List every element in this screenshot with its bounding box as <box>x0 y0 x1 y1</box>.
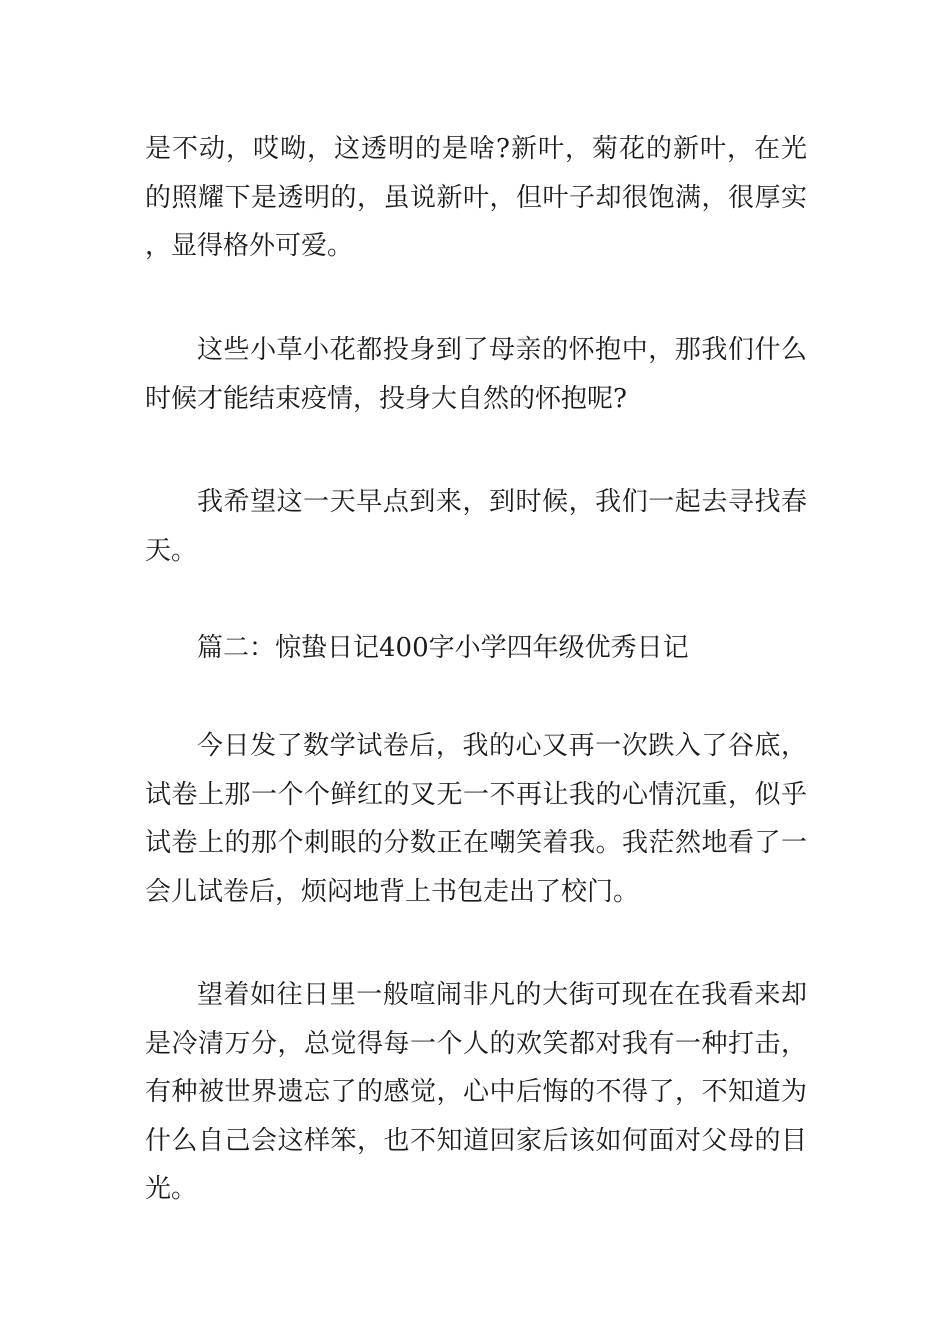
paragraph: 这些小草小花都投身到了母亲的怀抱中，那我们什么时候才能结束疫情，投身大自然的怀抱呢? <box>145 335 807 414</box>
paragraph: 我希望这一天早点到来，到时候，我们一起去寻找春天。 <box>145 487 807 566</box>
paragraph: 望着如往日里一般喧闹非凡的大街可现在在我看来却是冷清万分，总觉得每一个人的欢笑都对我有一种打击，有种被世界遗忘了的感觉，心中后悔的不得了，不知道为什么自己会这样笨，也不知道回家后该如何面对父母的目光。 <box>145 980 807 1204</box>
section-heading: 篇二：惊蛰日记400字小学四年级优秀日记 <box>197 633 689 663</box>
paragraph: 今日发了数学试卷后，我的心又再一次跌入了谷底，试卷上那一个个鲜红的叉无一不再让我的心情沉重，似乎试卷上的那个刺眼的分数正在嘲笑着我。我茫然地看了一会儿试卷后，烦闷地背上书包走出了校门。 <box>145 731 807 907</box>
paragraph-continuation: 是不动，哎呦，这透明的是啥?新叶，菊花的新叶，在光的照耀下是透明的，虽说新叶，但叶子却很饱满，很厚实，显得格外可爱。 <box>145 134 807 261</box>
